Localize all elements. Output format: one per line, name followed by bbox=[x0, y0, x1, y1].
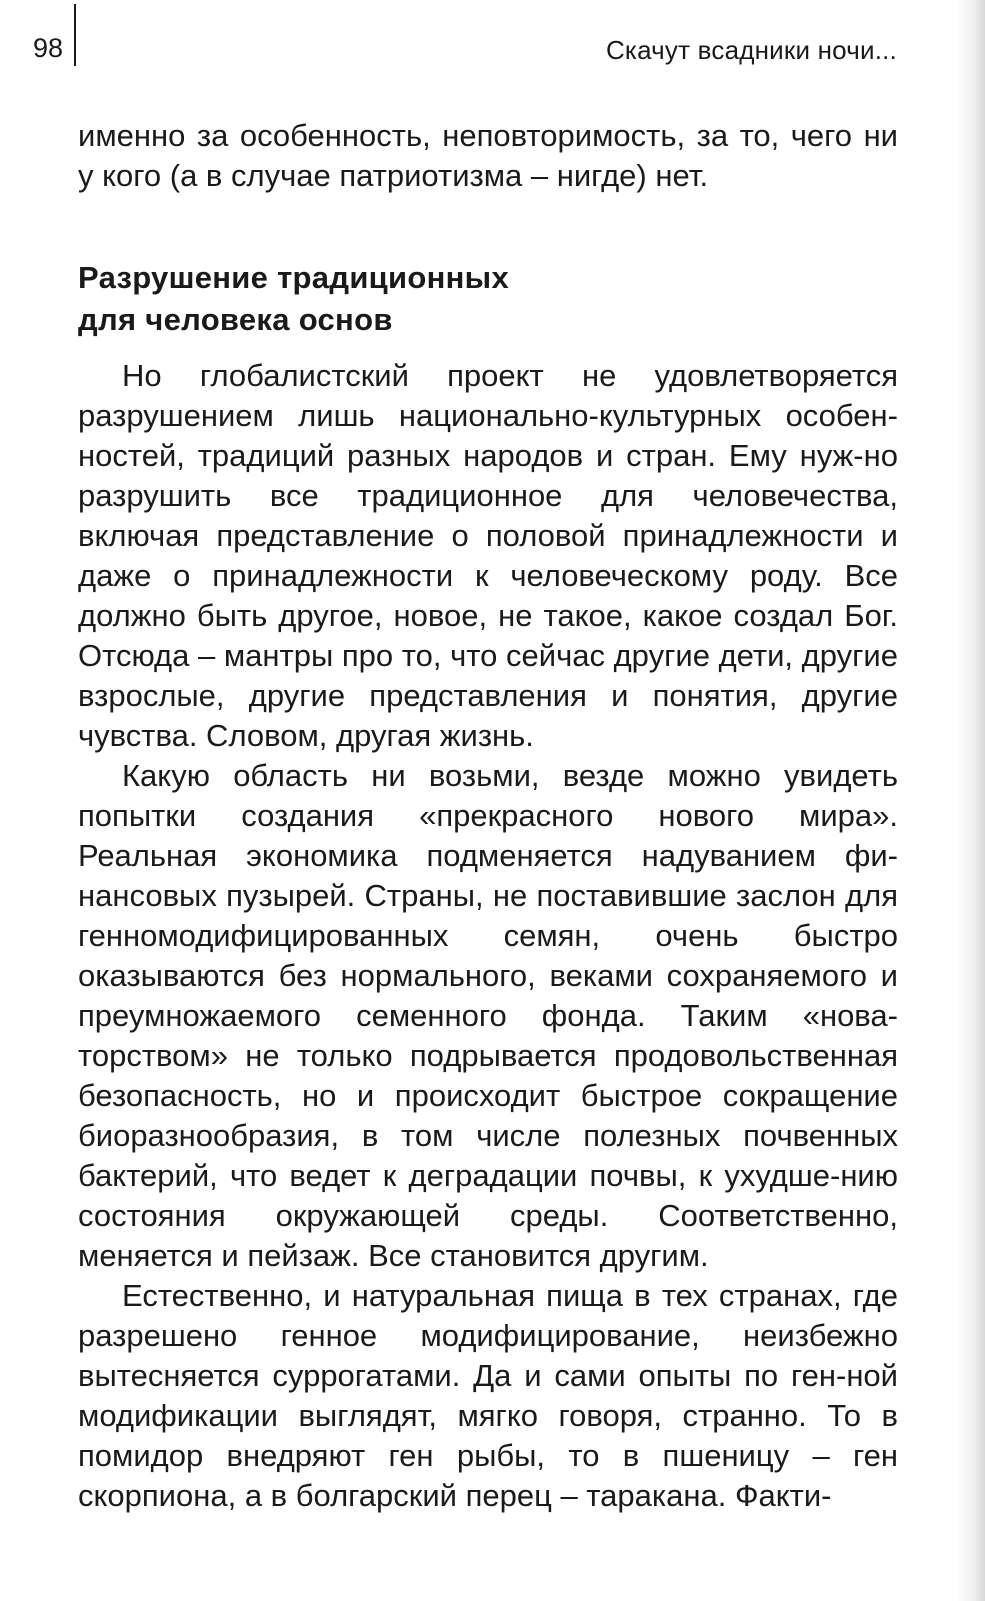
continuation-paragraph bbox=[78, 116, 898, 196]
header-divider bbox=[74, 4, 76, 66]
text-line: ни у кого (а в случае патриотизма – нигде) нет. bbox=[78, 118, 898, 193]
text-line: меняется и пейзаж. Все становится другим. bbox=[78, 1238, 709, 1273]
text-line: Какую область ни возьми, везде можно увидеть bbox=[122, 758, 898, 793]
text-line: попытки создания «прекрасного нового мира». bbox=[78, 798, 898, 833]
text-line: для генномодифицированных семян, очень быстро bbox=[78, 878, 898, 953]
section-heading bbox=[78, 257, 898, 341]
text-line: включая представление о половой принадлежности bbox=[78, 518, 881, 553]
text-line: Реальная экономика подменяется надуванием фи- bbox=[78, 838, 898, 873]
paragraph-3 bbox=[78, 1276, 898, 1516]
running-title: Скачут всадники ночи... bbox=[605, 35, 897, 65]
text-line: безопасность, но и происходит быстрое сокращение bbox=[78, 1078, 898, 1113]
text-line: и преумножаемого семенного фонда. Таким «нова- bbox=[78, 958, 898, 1033]
text-line: вытесняется суррогатами. Да и сами опыты по ген- bbox=[78, 1358, 847, 1393]
text-line: биоразнообразия, в том числе полезных почвенных bbox=[78, 1118, 898, 1153]
paragraph-1 bbox=[78, 356, 898, 756]
text-line: ностей, традиций разных народов и стран. Ему нуж- bbox=[78, 438, 864, 473]
text-line: именно за особенность, неповторимость, за то, чего bbox=[78, 118, 864, 153]
text-line: торством» не только подрывается продовольственная bbox=[78, 1038, 898, 1073]
text-line: должно быть другое, новое, не такое, какое создал bbox=[78, 598, 845, 633]
text-line: и даже о принадлежности к человеческому роду. Все bbox=[78, 518, 898, 593]
text-line: Но глобалистский проект не удовлетворяется bbox=[122, 358, 898, 393]
text-line: где разрешено генное модифицирование, неизбежно bbox=[78, 1278, 898, 1353]
text-line: ной модификации выглядят, мягко говоря, странно. bbox=[78, 1358, 898, 1433]
paragraph-2 bbox=[78, 756, 898, 1276]
text-line: Естественно, и натуральная пища в тех странах, bbox=[122, 1278, 853, 1313]
continuation-text bbox=[78, 116, 898, 196]
page-number: 98 bbox=[33, 33, 64, 63]
heading-line: Разрушение традиционных bbox=[78, 260, 509, 295]
body-text bbox=[78, 356, 898, 1516]
text-line: То в помидор внедряют ген рыбы, то в пшеницу – ген bbox=[78, 1398, 898, 1473]
text-line: нансовых пузырей. Страны, не поставившие заслон bbox=[78, 878, 846, 913]
text-line: но разрушить все традиционное для человечества, bbox=[78, 438, 898, 513]
heading-line: для человека основ bbox=[78, 302, 393, 337]
page-edge-shadow bbox=[957, 0, 985, 1601]
text-line: разрушением лишь национально-культурных особен- bbox=[78, 398, 898, 433]
text-line: другие чувства. Словом, другая жизнь. bbox=[78, 678, 898, 753]
text-line: бактерий, что ведет к деградации почвы, к ухудше- bbox=[78, 1158, 841, 1193]
text-line: другие взрослые, другие представления и понятия, bbox=[78, 638, 898, 713]
text-line: Бог. Отсюда – мантры про то, что сейчас другие дети, bbox=[78, 598, 898, 673]
text-line: скорпиона, а в болгарский перец – таракана. Факти- bbox=[78, 1478, 832, 1513]
text-line: нию состояния окружающей среды. Соответственно, bbox=[78, 1158, 898, 1233]
text-line: оказываются без нормального, веками сохраняемого bbox=[78, 958, 881, 993]
